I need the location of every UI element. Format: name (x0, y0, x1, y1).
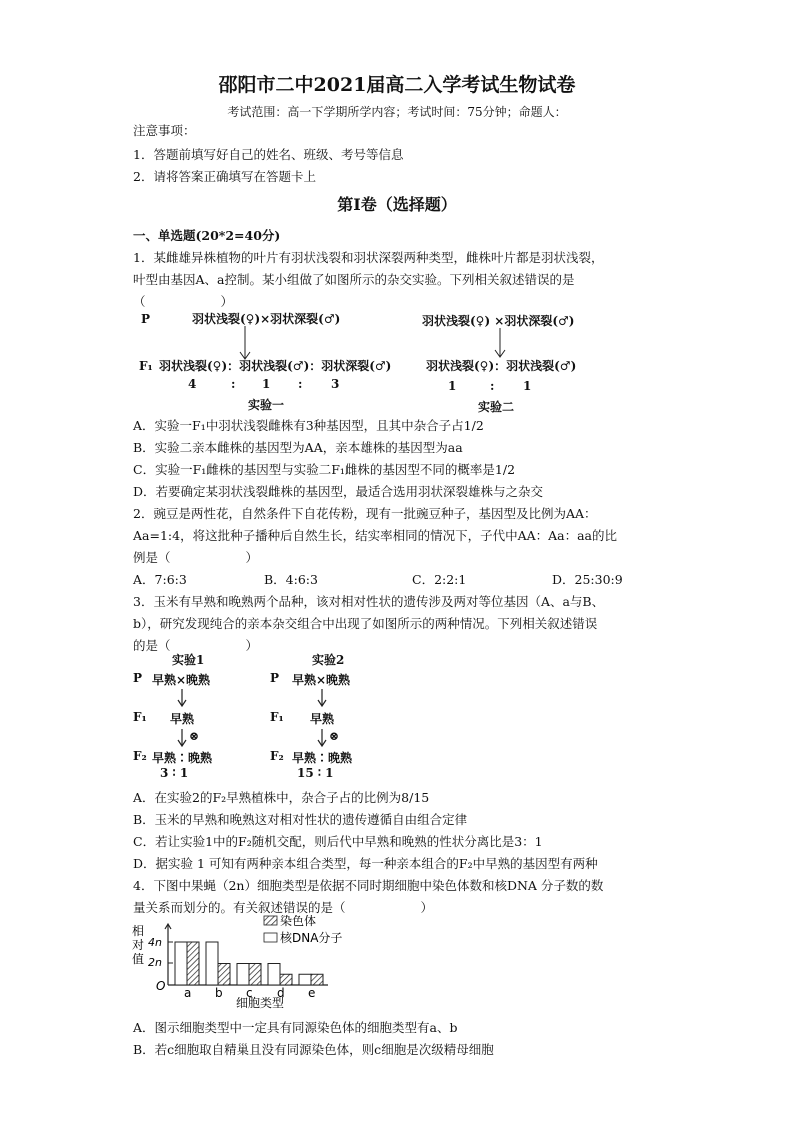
bar-chromosome-d (280, 974, 292, 985)
exp1-f1: 早熟 (170, 712, 195, 726)
note-item: 2．请将答案正确填写在答题卡上 (133, 169, 316, 184)
ratio-value: 1 (448, 379, 457, 393)
ratio-value: 1 (262, 377, 271, 391)
option-a: A．实验一F₁中羽状浅裂雌株有3种基因型，且其中杂合子占1/2 (133, 418, 484, 433)
ratio-value: 1 (523, 379, 532, 393)
bar-dna-e (299, 974, 311, 985)
part-title: 一、单选题(20*2=40分) (133, 228, 281, 243)
ratio-separator: : (298, 377, 303, 391)
question-4-line: 量关系而划分的。有关叙述错误的是（ ） (133, 900, 434, 915)
exp2-ratio: 15 ∶ 1 (297, 766, 334, 780)
legend-swatch-dna (264, 933, 277, 942)
selfing-symbol: ⊗ (189, 729, 200, 743)
x-tick-label: d (277, 986, 285, 1000)
bar-chromosome-e (311, 974, 323, 985)
y-axis-label-char: 值 (132, 952, 145, 966)
question-2-line: Aa=1:4，将这批种子播种后自然生长，结实率相同的情况下，子代中AA：Aa：aa的比 (133, 528, 618, 543)
exp2-cross: 羽状浅裂(♀) ×羽状深裂(♂) (422, 314, 575, 328)
exp2-caption: 实验二 (478, 400, 515, 414)
x-tick-label: b (215, 986, 223, 1000)
origin-label: O (156, 979, 166, 993)
question-3-line: 的是（ ） (133, 638, 259, 653)
exp1-f2: 早熟∶晚熟 (152, 751, 213, 765)
option-a: A．图示细胞类型中一定具有同源染色体的细胞类型有a、b (133, 1020, 458, 1035)
option-c: C．若让实验1中的F₂随机交配，则后代中早熟和晚熟的性状分离比是3：1 (133, 834, 543, 849)
exp2-caption: 实验2 (312, 653, 345, 667)
page-title: 邵阳市二中2021届高二入学考试生物试卷 (218, 74, 576, 96)
f1-generation-label: F₁ (139, 359, 153, 373)
y-axis-label-char: 相 (132, 924, 145, 938)
f2-label: F₂ (270, 749, 284, 763)
option-b: B．实验二亲本雌株的基因型为AA，亲本雄株的基因型为aa (133, 440, 463, 455)
legend-label-chromosome: 染色体 (280, 915, 317, 928)
cell-type-bar-chart (128, 915, 368, 1015)
x-tick-label: e (308, 986, 316, 1000)
f1-label: F₁ (133, 710, 147, 724)
question-4-line: 4．下图中果蝇（2n）细胞类型是依据不同时期细胞中染色体数和核DNA 分子数的数 (133, 878, 604, 893)
legend-swatch-chromosome (264, 916, 277, 925)
ratio-value: 4 (188, 377, 197, 391)
option-a: A．7:6:3 (133, 572, 187, 587)
exp2-cross: 早熟×晚熟 (292, 673, 351, 687)
option-b: B．玉米的早熟和晚熟这对相对性状的遗传遵循自由组合定律 (133, 812, 468, 827)
x-tick-label: a (184, 986, 192, 1000)
exp1-caption: 实验一 (248, 398, 285, 412)
bar-chromosome-c (249, 964, 261, 986)
y-tick-label: 4n (148, 936, 162, 949)
question-3-line: 3．玉米有早熟和晚熟两个品种，该对相对性状的遗传涉及两对等位基因（A、a与B、 (133, 594, 605, 609)
exp2-f1: 早熟 (310, 712, 335, 726)
option-c: C．2:2:1 (412, 572, 467, 587)
bar-group (175, 942, 323, 985)
exp2-f1: 羽状浅裂(♀)：羽状浅裂(♂) (426, 359, 577, 373)
ratio-value: 3 (331, 377, 340, 391)
note-item: 1．答题前填写好自己的姓名、班级、考号等信息 (133, 147, 404, 162)
question-1-line: 1．某雌雄异株植物的叶片有羽状浅裂和羽状深裂两种类型，雌株叶片都是羽状浅裂， (133, 250, 604, 265)
question-2-line: 2．豌豆是两性花，自然条件下自花传粉，现有一批豌豆种子，基因型及比例为AA： (133, 506, 597, 521)
selfing-symbol: ⊗ (329, 729, 340, 743)
option-d: D．据实验 1 可知有两种亲本组合类型，每一种亲本组合的F₂中早熟的基因型有两种 (133, 856, 598, 871)
bar-dna-a (175, 942, 187, 985)
option-b: B．若c细胞取自精巢且没有同源染色体，则c细胞是次级精母细胞 (133, 1042, 494, 1057)
question-1-line: （ ） (133, 294, 234, 309)
f2-label: F₂ (133, 749, 147, 763)
option-d: D．若要确定某羽状浅裂雌株的基因型，最适合选用羽状深裂雄株与之杂交 (133, 484, 544, 499)
ratio-separator: : (231, 377, 236, 391)
y-tick-label: 2n (148, 956, 162, 969)
x-axis-label: 细胞类型 (236, 996, 285, 1010)
option-c: C．实验一F₁雌株的基因型与实验二F₁雌株的基因型不同的概率是1/2 (133, 462, 516, 477)
f1-label: F₁ (270, 710, 284, 724)
notes-header: 注意事项： (133, 123, 196, 138)
exp1-cross: 早熟×晚熟 (152, 673, 211, 687)
exp2-f2: 早熟∶晚熟 (292, 751, 353, 765)
section-title: 第I卷（选择题） (337, 195, 457, 214)
p-label: P (133, 671, 143, 685)
exp1-f1: 羽状浅裂(♀)：羽状浅裂(♂)：羽状深裂(♂) (159, 359, 392, 373)
ratio-separator: : (490, 379, 495, 393)
p-label: P (270, 671, 280, 685)
option-b: B．4:6:3 (264, 572, 318, 587)
y-axis-label-char: 对 (132, 938, 145, 952)
exp1-cross: 羽状浅裂(♀)×羽状深裂(♂) (192, 312, 341, 326)
bar-dna-d (268, 964, 280, 986)
x-tick-label: c (246, 986, 253, 1000)
option-a: A．在实验2的F₂早熟植株中，杂合子占的比例为8/15 (133, 790, 430, 805)
exp1-caption: 实验1 (172, 653, 205, 667)
question-3-line: b），研究发现纯合的亲本杂交组合中出现了如图所示的两种情况。下列相关叙述错误 (133, 616, 598, 631)
bar-dna-b (206, 942, 218, 985)
question-1-line: 叶型由基因A、a控制。某小组做了如图所示的杂交实验。下列相关叙述错误的是 (133, 272, 575, 287)
option-d: D．25:30:9 (552, 572, 623, 587)
exp1-ratio: 3 ∶ 1 (160, 766, 189, 780)
bar-chromosome-b (218, 964, 230, 986)
bar-dna-c (237, 964, 249, 986)
question-2-line: 例是（ ） (133, 550, 259, 565)
legend-label-dna: 核DNA分子 (280, 931, 343, 945)
bar-chromosome-a (187, 942, 199, 985)
p-generation-label: P (141, 312, 151, 326)
exam-info: 考试范围：高一下学期所学内容；考试时间：75分钟；命题人： (227, 105, 567, 119)
